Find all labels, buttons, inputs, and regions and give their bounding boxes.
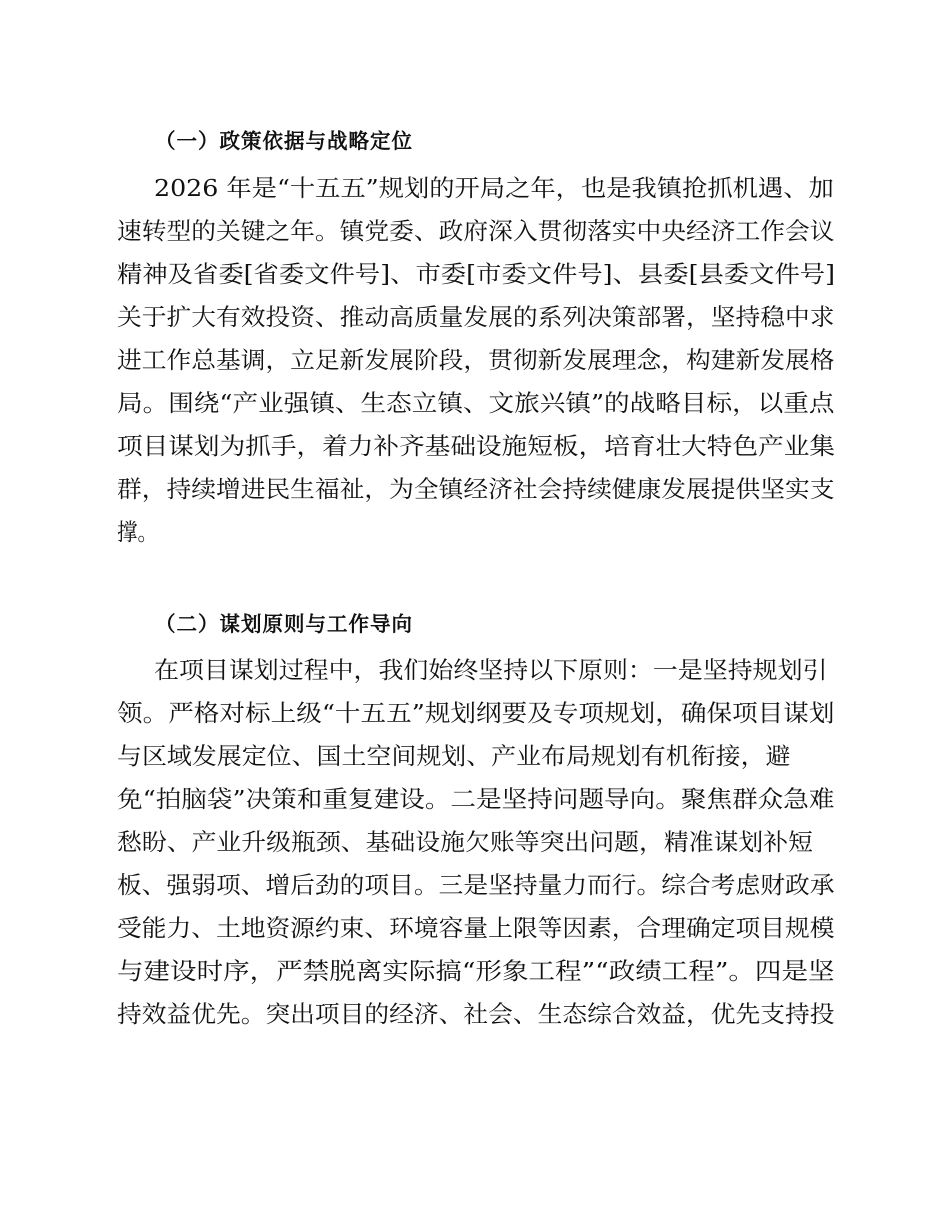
paragraph-line: 在项目谋划过程中，我们始终坚持以下原则：一是坚持规划引 bbox=[154, 656, 828, 684]
paragraph-line: 2026 年是“十五五”规划的开局之年，也是我镇抢抓机遇、加 bbox=[154, 174, 834, 202]
paragraph-line: 持效益优先。突出项目的经济、社会、生态综合效益，优先支持投 bbox=[117, 1000, 835, 1028]
section-heading-planning-principles: （二）谋划原则与工作导向 bbox=[155, 612, 413, 636]
paragraph-line: 关于扩大有效投资、推动高质量发展的系列决策部署，坚持稳中求 bbox=[117, 303, 835, 331]
paragraph-line: 领。严格对标上级“十五五”规划纲要及专项规划，确保项目谋划 bbox=[117, 699, 835, 727]
section-heading-policy-basis: （一）政策依据与战略定位 bbox=[155, 129, 413, 153]
paragraph-line: 项目谋划为抓手，着力补齐基础设施短板，培育壮大特色产业集 bbox=[117, 432, 835, 460]
paragraph-line: 进工作总基调，立足新发展阶段，贯彻新发展理念，构建新发展格 bbox=[117, 346, 835, 374]
paragraph-line: 受能力、土地资源约束、环境容量上限等因素，合理确定项目规模 bbox=[117, 914, 835, 942]
paragraph-line: 免“拍脑袋”决策和重复建设。二是坚持问题导向。聚焦群众急难 bbox=[117, 785, 835, 813]
paragraph-line: 板、强弱项、增后劲的项目。三是坚持量力而行。综合考虑财政承 bbox=[117, 871, 835, 899]
paragraph-line: 局。围绕“产业强镇、生态立镇、文旅兴镇”的战略目标，以重点 bbox=[117, 389, 835, 417]
paragraph-line: 与区域发展定位、国土空间规划、产业布局规划有机衔接，避 bbox=[117, 742, 791, 770]
paragraph-line: 与建设时序，严禁脱离实际搞“形象工程”“政绩工程”。四是坚 bbox=[117, 957, 835, 985]
paragraph-line: 速转型的关键之年。镇党委、政府深入贯彻落实中央经济工作会议 bbox=[117, 217, 835, 245]
paragraph-line: 群，持续增进民生福祉，为全镇经济社会持续健康发展提供坚实支 bbox=[117, 475, 835, 503]
paragraph-line: 愁盼、产业升级瓶颈、基础设施欠账等突出问题，精准谋划补短 bbox=[117, 828, 813, 856]
paragraph-line: 撑。 bbox=[117, 518, 158, 546]
paragraph-line: 精神及省委[省委文件号]、市委[市委文件号]、县委[县委文件号] bbox=[117, 260, 836, 288]
